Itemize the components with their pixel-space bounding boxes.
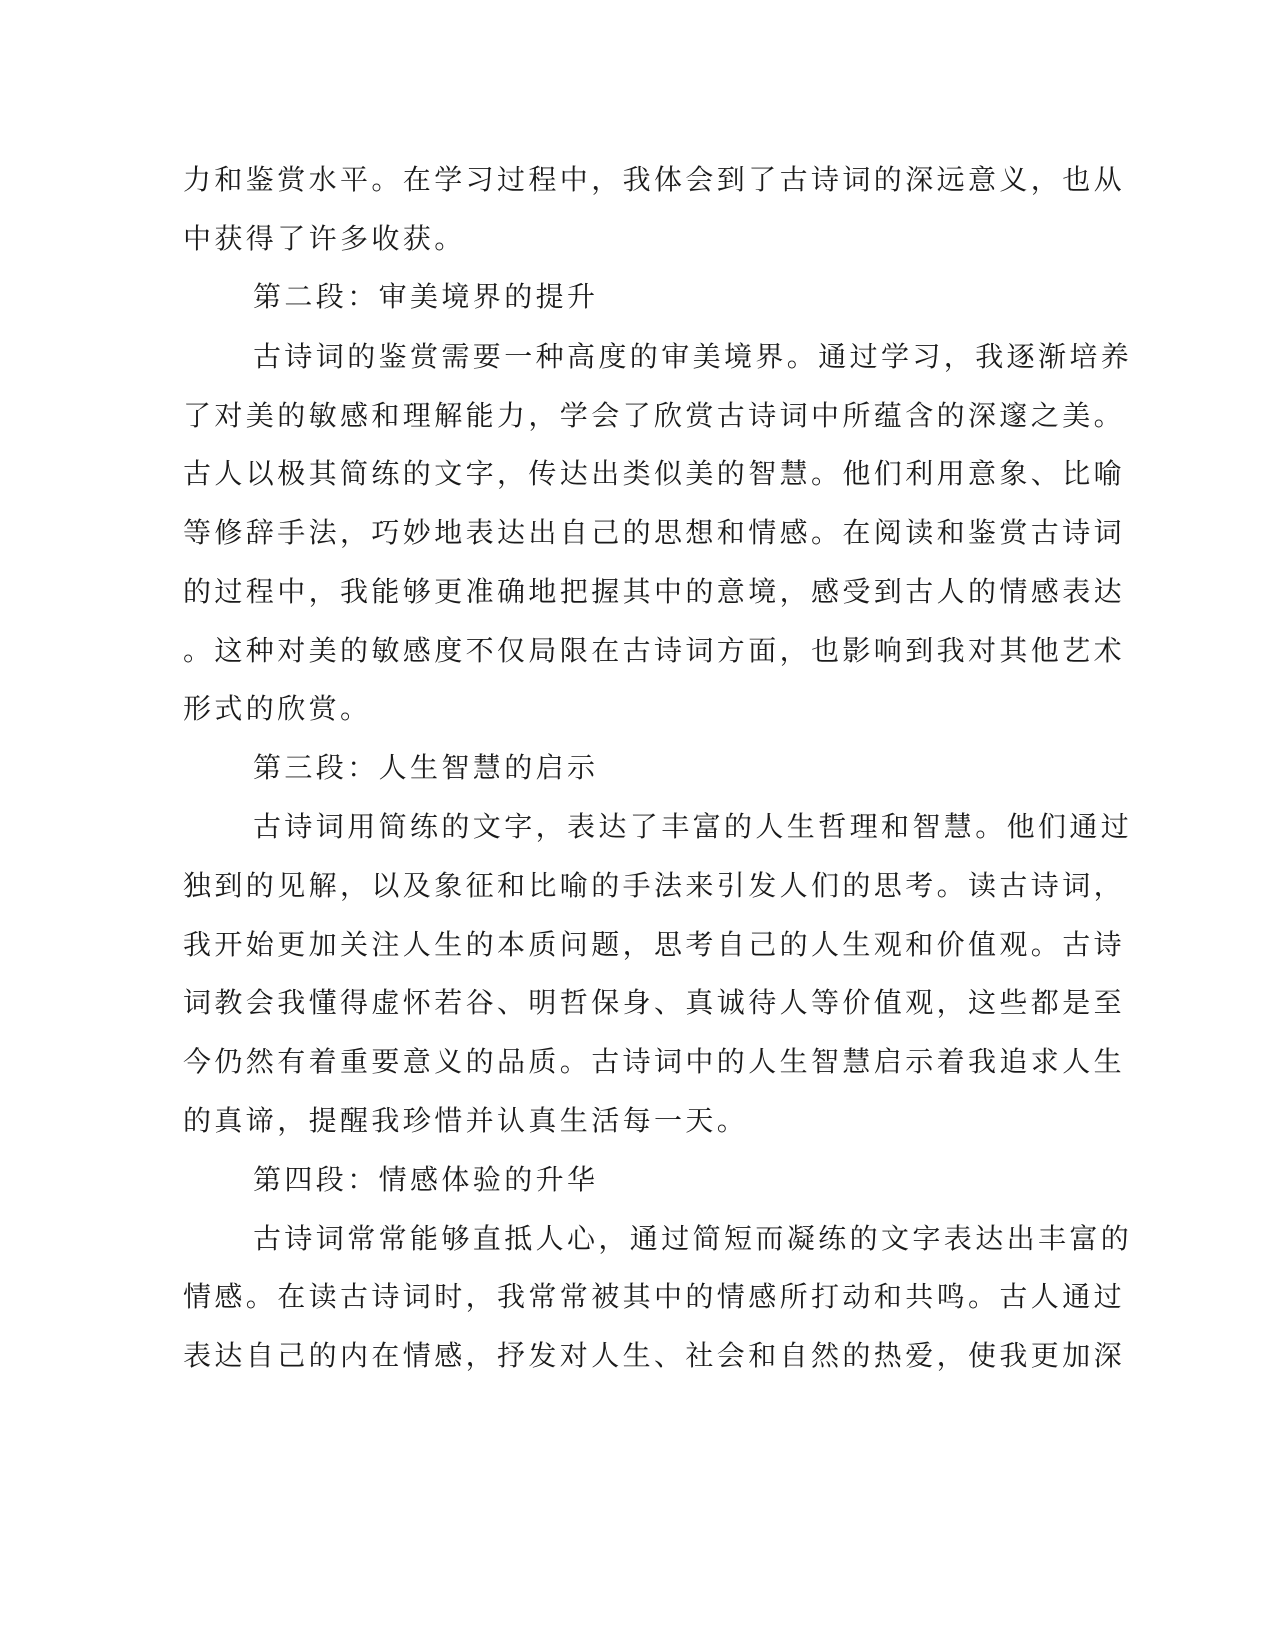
- text-line: 我开始更加关注人生的本质问题，思考自己的人生观和价值观。古诗: [183, 928, 1126, 961]
- text-line: 形式的欣赏。: [183, 692, 372, 725]
- text-line: 力和鉴赏水平。在学习过程中，我体会到了古诗词的深远意义，也从: [183, 163, 1126, 196]
- text-line: 等修辞手法，巧妙地表达出自己的思想和情感。在阅读和鉴赏古诗词: [183, 516, 1126, 549]
- text-line: 情感。在读古诗词时，我常常被其中的情感所打动和共鸣。古人通过: [183, 1280, 1126, 1313]
- section-heading: 第二段：审美境界的提升: [253, 280, 599, 313]
- text-line: 的真谛，提醒我珍惜并认真生活每一天。: [183, 1104, 749, 1137]
- section-heading: 第三段：人生智慧的启示: [253, 751, 599, 784]
- text-line: 了对美的敏感和理解能力，学会了欣赏古诗词中所蕴含的深邃之美。: [183, 399, 1126, 432]
- text-line: 。这种对美的敏感度不仅局限在古诗词方面，也影响到我对其他艺术: [183, 634, 1126, 667]
- text-line: 独到的见解，以及象征和比喻的手法来引发人们的思考。读古诗词，: [183, 869, 1126, 902]
- text-line: 的过程中，我能够更准确地把握其中的意境，感受到古人的情感表达: [183, 575, 1126, 608]
- text-line: 今仍然有着重要意义的品质。古诗词中的人生智慧启示着我追求人生: [183, 1045, 1126, 1078]
- section-heading: 第四段：情感体验的升华: [253, 1163, 599, 1196]
- text-line: 词教会我懂得虚怀若谷、明哲保身、真诚待人等价值观，这些都是至: [183, 986, 1126, 1019]
- text-line: 表达自己的内在情感，抒发对人生、社会和自然的热爱，使我更加深: [183, 1339, 1126, 1372]
- text-line: 中获得了许多收获。: [183, 222, 466, 255]
- paragraph-first-line: 古诗词的鉴赏需要一种高度的审美境界。通过学习，我逐渐培养: [253, 340, 1133, 373]
- paragraph-first-line: 古诗词用简练的文字，表达了丰富的人生哲理和智慧。他们通过: [253, 810, 1133, 843]
- text-line: 古人以极其简练的文字，传达出类似美的智慧。他们利用意象、比喻: [183, 457, 1126, 490]
- paragraph-first-line: 古诗词常常能够直抵人心，通过简短而凝练的文字表达出丰富的: [253, 1222, 1133, 1255]
